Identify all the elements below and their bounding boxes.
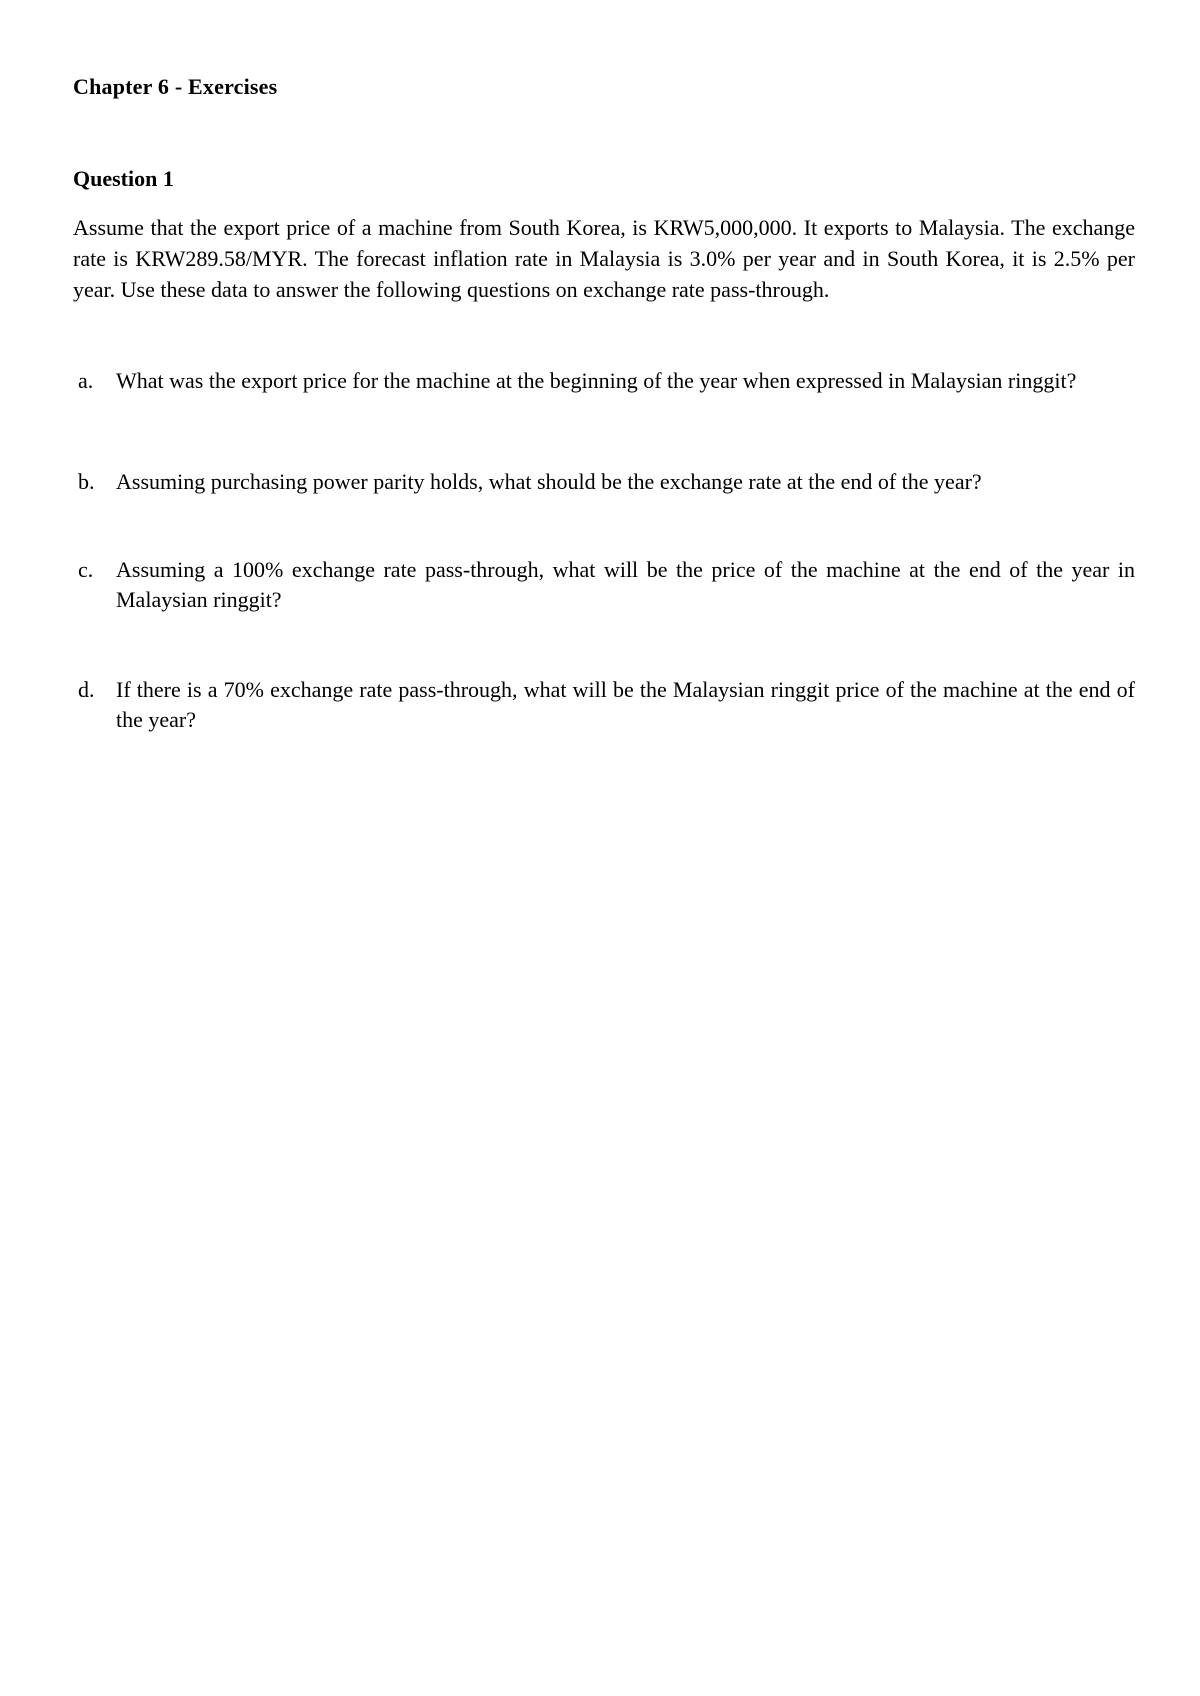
- question-heading: Question 1: [73, 166, 174, 191]
- question-item-d: [73, 675, 1135, 735]
- list-marker: c.: [78, 557, 94, 582]
- list-marker: b.: [78, 469, 95, 494]
- question-text: Assuming purchasing power parity holds, what should be the exchange rate at the end of the year?: [116, 469, 982, 494]
- question-text: What was the export price for the machine at the beginning of the year when expressed in Malaysian ringgit?: [116, 368, 1077, 393]
- list-marker: a.: [78, 368, 94, 393]
- list-marker: d.: [78, 677, 95, 702]
- question-text: Assuming a 100% exchange rate pass-through, what will be the price of the machine at the end of the year in Malaysian ringgit?: [116, 557, 1135, 612]
- page-title: Chapter 6 - Exercises: [73, 74, 278, 99]
- question-text: If there is a 70% exchange rate pass-through, what will be the Malaysian ringgit price of the machine at the end of the year?: [116, 677, 1135, 732]
- question-item-b: [73, 467, 1135, 497]
- question-item-c: [73, 555, 1135, 615]
- question-intro-paragraph: Assume that the export price of a machine from South Korea, is KRW5,000,000. It exports to Malaysia. The exchange rate is KRW289.58/MYR. The forecast inflation rate in Malaysia is 3.0% per year and in South Korea, it is 2.5% per year. Use these data to answer the following questions on exchange rate pass-through.: [73, 215, 1135, 302]
- question-item-a: [73, 366, 1135, 396]
